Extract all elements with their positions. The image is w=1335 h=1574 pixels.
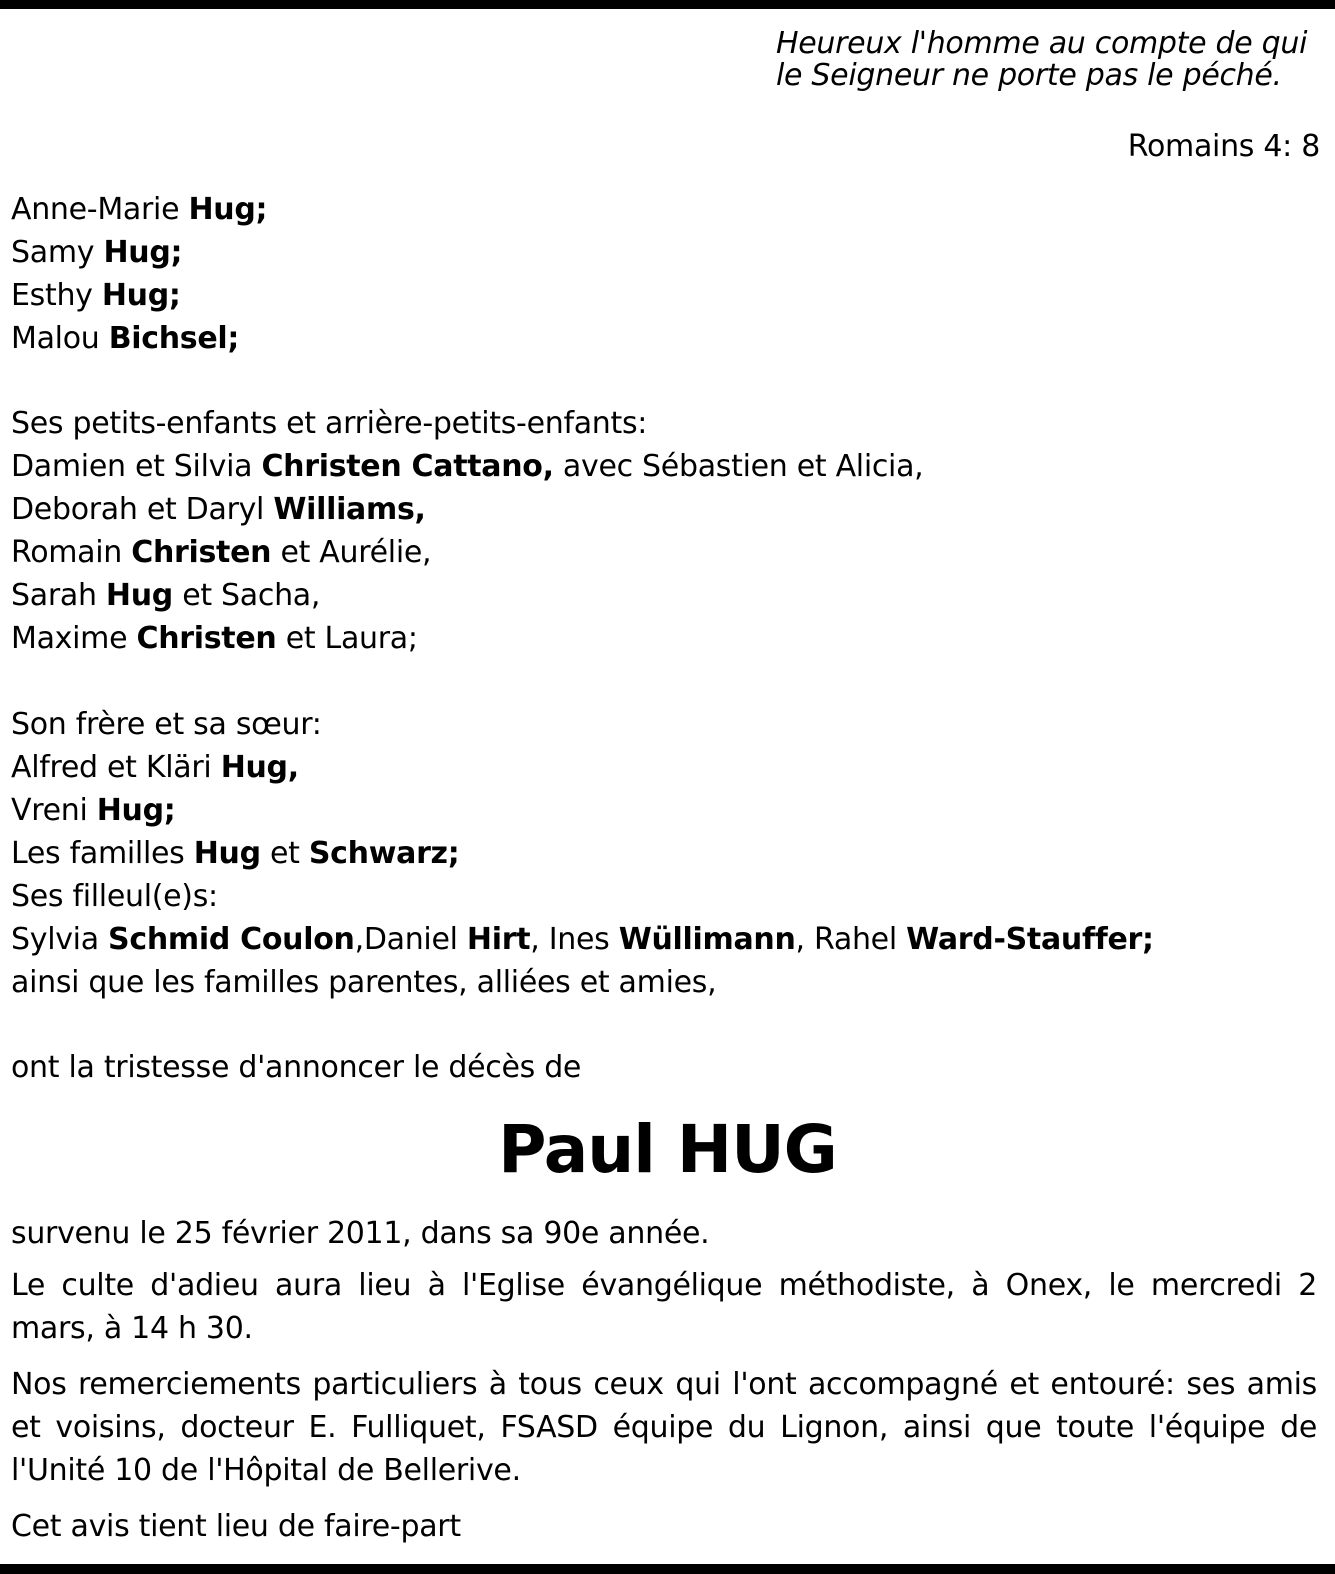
ceremony-text: Le culte d'adieu aura lieu à l'Eglise évangélique méthodiste, à Onex, le mercredi 2 mars, à 14 h 30. — [11, 1268, 1317, 1346]
bible-verse — [776, 28, 1326, 92]
surname: Hug — [105, 578, 173, 613]
given-name: Sarah — [11, 578, 106, 613]
surname: Schmid Coulon — [108, 922, 355, 957]
grandchild-line — [11, 445, 923, 488]
surname: Hirt — [466, 922, 531, 957]
surname: Hug; — [103, 235, 183, 270]
surname: Ward-Stauffer; — [906, 922, 1154, 957]
given-name: Vreni — [11, 793, 97, 828]
closing-line: ainsi que les familles parentes, alliées et amies, — [11, 965, 717, 1000]
given-name: Esthy — [11, 278, 102, 313]
thanks-text: Nos remerciements particuliers à tous ceux qui l'ont accompagné et entouré: ses amis et voisins, docteur E. Fulliquet, FSASD équipe du Lignon, ainsi que toute l'équipe de l'Unité 10 de l'Hôpital de Bellerive. — [11, 1367, 1317, 1488]
suffix-text: avec Sébastien et Alicia, — [553, 449, 924, 484]
surname: Christen — [131, 535, 272, 570]
suffix-text: et Aurélie, — [271, 535, 432, 570]
godchildren-heading: Ses filleul(e)s: — [11, 879, 218, 914]
surname: Hug; — [101, 278, 181, 313]
grandchildren-list — [11, 402, 923, 660]
given-name: ,Daniel — [354, 922, 467, 957]
family-line — [11, 231, 267, 274]
siblings-heading: Son frère et sa sœur: — [11, 707, 322, 742]
immediate-family-list — [11, 188, 267, 360]
grandchild-line — [11, 531, 923, 574]
given-name: Alfred et Kläri — [11, 750, 221, 785]
surname: Hug; — [188, 192, 268, 227]
verse-line-2: le Seigneur ne porte pas le péché. — [776, 58, 1282, 93]
families-line — [11, 832, 1154, 875]
sibling-line — [11, 789, 1154, 832]
surname: Williams, — [273, 492, 426, 527]
verse-reference: Romains 4: 8 — [1127, 129, 1320, 164]
family-line — [11, 188, 267, 231]
conjunction: et — [260, 836, 309, 871]
suffix-text: et Laura; — [276, 621, 418, 656]
given-name: Deborah et Daryl — [11, 492, 274, 527]
given-name: Sylvia — [11, 922, 109, 957]
siblings-and-godchildren-list — [11, 703, 1154, 1004]
date-of-death-text: survenu le 25 février 2011, dans sa 90e année. — [11, 1216, 710, 1251]
verse-line-1: Heureux l'homme au compte de qui — [776, 26, 1308, 61]
surname: Schwarz; — [308, 836, 460, 871]
surname: Christen Cattano, — [261, 449, 554, 484]
family-line — [11, 274, 267, 317]
bottom-border-rule — [0, 1564, 1335, 1574]
given-name: Anne-Marie — [11, 192, 189, 227]
suffix-text: et Sacha, — [172, 578, 321, 613]
given-name: , Ines — [530, 922, 619, 957]
surname: Wüllimann — [618, 922, 796, 957]
surname: Bichsel; — [108, 321, 240, 356]
given-name: Malou — [11, 321, 109, 356]
surname: Hug; — [96, 793, 176, 828]
grandchild-line — [11, 617, 923, 660]
top-border-rule — [0, 0, 1335, 9]
given-name: Romain — [11, 535, 132, 570]
surname: Hug, — [220, 750, 299, 785]
given-name: Maxime — [11, 621, 137, 656]
announcement-text: ont la tristesse d'annoncer le décès de — [11, 1050, 582, 1085]
family-line — [11, 317, 267, 360]
grandchildren-heading: Ses petits-enfants et arrière-petits-enfants: — [11, 406, 648, 441]
given-name: , Rahel — [795, 922, 907, 957]
deceased-name: Paul HUG — [498, 1111, 837, 1188]
grandchild-line — [11, 488, 923, 531]
given-name: Damien et Silvia — [11, 449, 262, 484]
footer-text: Cet avis tient lieu de faire-part — [11, 1509, 461, 1544]
godchildren-line — [11, 918, 1154, 961]
surname: Hug — [193, 836, 261, 871]
surname: Christen — [136, 621, 277, 656]
grandchild-line — [11, 574, 923, 617]
families-prefix: Les familles — [11, 836, 194, 871]
sibling-line — [11, 746, 1154, 789]
given-name: Samy — [11, 235, 104, 270]
